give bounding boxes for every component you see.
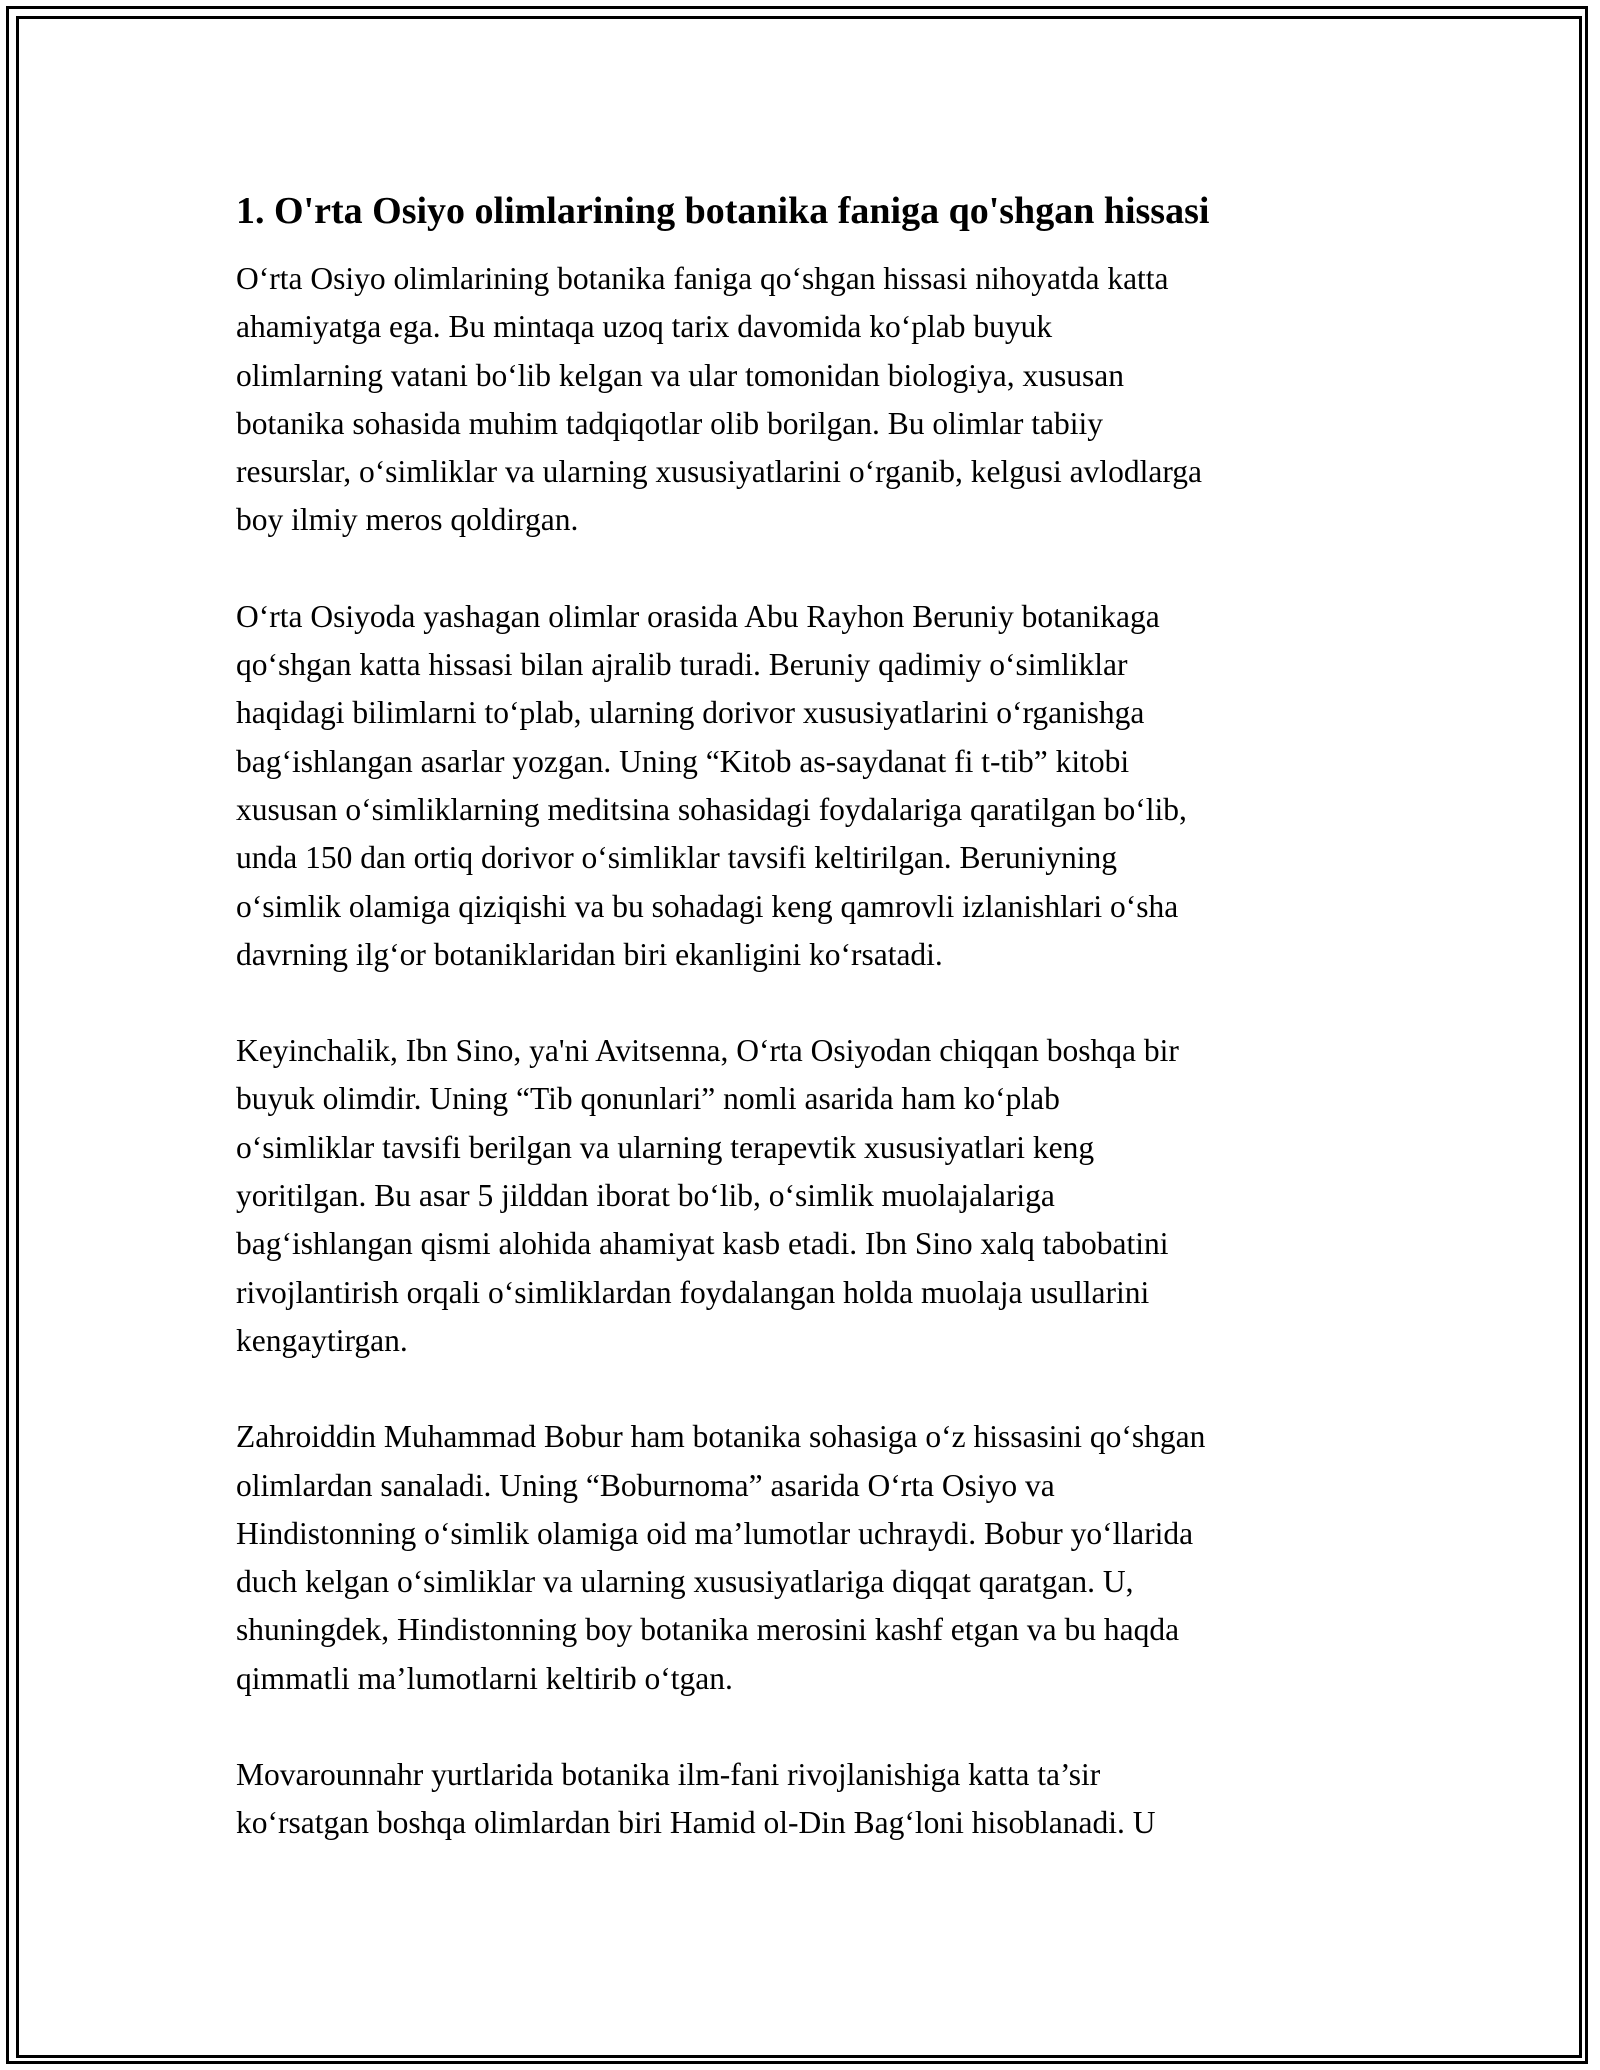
text-line: qo‘shgan katta hissasi bilan ajralib turadi. Beruniy qadimiy o‘simliklar: [236, 647, 1128, 683]
text-line: botanika sohasida muhim tadqiqotlar olib borilgan. Bu olimlar tabiiy: [236, 405, 1103, 441]
text-line: xususan o‘simliklarning meditsina sohasidagi foydalariga qaratilgan bo‘lib,: [236, 791, 1187, 827]
text-line: unda 150 dan ortiq dorivor o‘simliklar tavsifi keltirilgan. Beruniyning: [236, 840, 1117, 876]
text-line: o‘simlik olamiga qiziqishi va bu sohadagi keng qamrovli izlanishlari o‘sha: [236, 888, 1179, 924]
text-line: rivojlantirish orqali o‘simliklardan foydalangan holda muolaja usullarini: [236, 1274, 1150, 1310]
paragraph-movarounnahr: [236, 1751, 1376, 1848]
document-page: [236, 185, 1376, 1896]
text-line: bag‘ishlangan qismi alohida ahamiyat kasb etadi. Ibn Sino xalq tabobatini: [236, 1226, 1169, 1262]
text-line: haqidagi bilimlarni to‘plab, ularning dorivor xususiyatlarini o‘rganishga: [236, 695, 1145, 731]
paragraph-ibn-sino: [236, 1027, 1376, 1365]
text-line: ko‘rsatgan boshqa olimlardan biri Hamid ol-Din Bag‘loni hisoblanadi. U: [236, 1805, 1156, 1841]
text-line: buyuk olimdir. Uning “Tib qonunlari” nomli asarida ham ko‘plab: [236, 1081, 1060, 1117]
paragraph-beruniy: [236, 593, 1376, 979]
text-line: yoritilgan. Bu asar 5 jilddan iborat bo‘lib, o‘simlik muolajalariga: [236, 1178, 1055, 1214]
text-line: kengaytirgan.: [236, 1322, 408, 1358]
text-line: o‘simliklar tavsifi berilgan va ularning terapevtik xususiyatlari keng: [236, 1129, 1095, 1165]
text-line: olimlardan sanaladi. Uning “Boburnoma” asarida O‘rta Osiyo va: [236, 1467, 1055, 1503]
text-line: Zahroiddin Muhammad Bobur ham botanika sohasiga o‘z hissasini qo‘shgan: [236, 1419, 1206, 1455]
section-heading: 1. O'rta Osiyo olimlarining botanika faniga qo'shgan hissasi: [236, 190, 1210, 232]
text-line: O‘rta Osiyo olimlarining botanika faniga qo‘shgan hissasi nihoyatda katta: [236, 261, 1169, 296]
paragraph-bobur: [236, 1413, 1376, 1703]
text-line: qimmatli ma’lumotlarni keltirib o‘tgan.: [236, 1660, 733, 1696]
text-line: boy ilmiy meros qoldirgan.: [236, 502, 579, 538]
text-line: Movarounnahr yurtlarida botanika ilm-fani rivojlanishiga katta ta’sir: [236, 1757, 1101, 1793]
text-line: Keyinchalik, Ibn Sino, ya'ni Avitsenna, O‘rta Osiyodan chiqqan boshqa bir: [236, 1033, 1179, 1069]
text-line: davrning ilg‘or botaniklaridan biri ekanligini ko‘rsatadi.: [236, 936, 943, 972]
text-line: shuningdek, Hindistonning boy botanika merosini kashf etgan va bu haqda: [236, 1612, 1180, 1648]
text-line: ahamiyatga ega. Bu mintaqa uzoq tarix davomida ko‘plab buyuk: [236, 309, 1053, 345]
text-line: resurslar, o‘simliklar va ularning xususiyatlarini o‘rganib, kelgusi avlodlarga: [236, 454, 1202, 490]
paragraph-intro: [236, 255, 1376, 545]
text-line: bag‘ishlangan asarlar yozgan. Uning “Kitob as-saydanat fi t-tib” kitobi: [236, 743, 1130, 779]
text-line: olimlarning vatani bo‘lib kelgan va ular tomonidan biologiya, xususan: [236, 357, 1124, 393]
text-line: Hindistonning o‘simlik olamiga oid ma’lumotlar uchraydi. Bobur yo‘llarida: [236, 1515, 1194, 1551]
text-line: duch kelgan o‘simliklar va ularning xususiyatlariga diqqat qaratgan. U,: [236, 1564, 1134, 1600]
text-line: O‘rta Osiyoda yashagan olimlar orasida Abu Rayhon Beruniy botanikaga: [236, 598, 1160, 634]
